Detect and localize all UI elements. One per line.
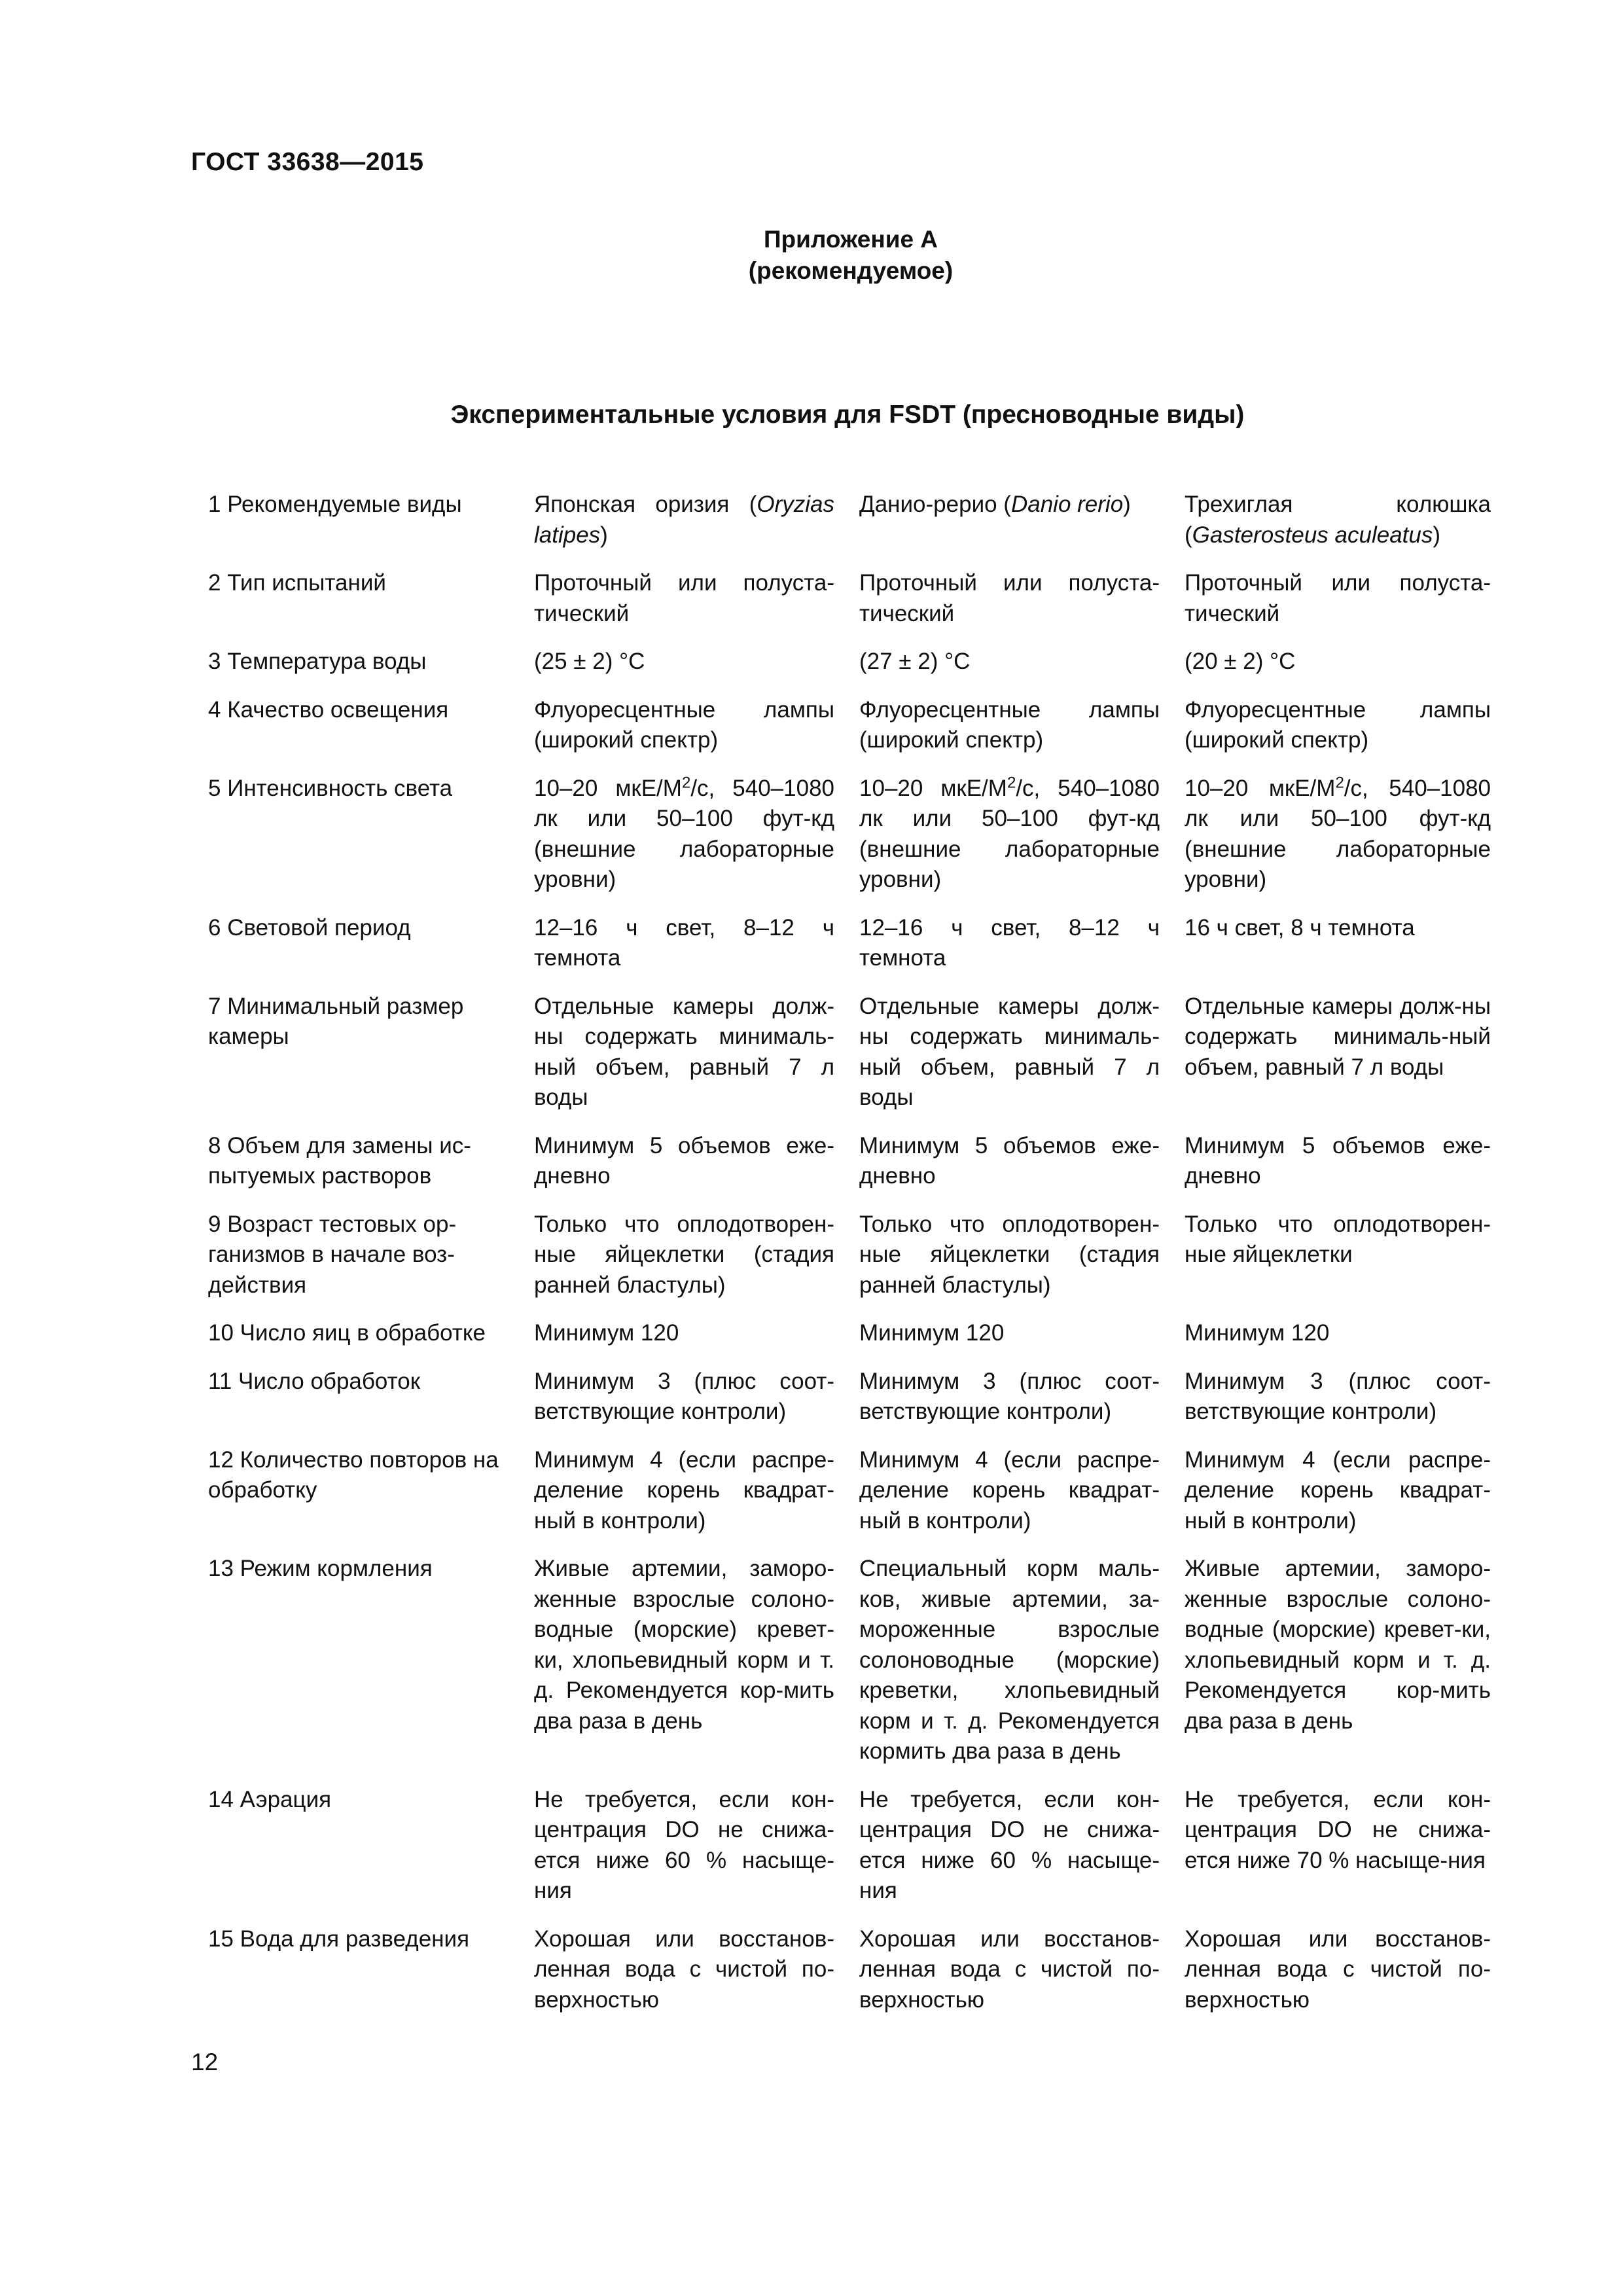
value-cell: Живые артемии, заморо-женные взрослые солоно-водные (морские) кревет-ки, хлопьевидный корм и т. д. Рекомендуется кор-мить два раза в день <box>534 1556 834 1734</box>
value-cell: Проточный или полуста-тический <box>534 570 834 626</box>
value-cell: Минимум 4 (если распре-деление корень квадрат-ный в контроли) <box>534 1446 834 1534</box>
table-row <box>208 774 1491 913</box>
value-cell: Минимум 5 объемов еже-дневно <box>1185 1132 1491 1189</box>
value-cell: Флуоресцентные лампы (широкий спектр) <box>1185 696 1491 753</box>
table-row <box>208 490 1491 568</box>
value-cell: Японская оризия (Oryzias latipes) <box>534 492 834 548</box>
value-cell: Не требуется, если кон-центрация DO не снижа-ется ниже 60 % насыще-ния <box>534 1786 834 1903</box>
param-cell: 6 Световой период <box>208 914 411 941</box>
table-row <box>208 1210 1491 1319</box>
table-row <box>208 695 1491 774</box>
table-row <box>208 568 1491 647</box>
param-cell: 2 Тип испытаний <box>208 570 386 596</box>
value-cell: Проточный или полуста-тический <box>1185 570 1491 626</box>
value-cell: Хорошая или восстанов-ленная вода с чистой по-верхностью <box>534 1926 834 2013</box>
param-label: 1 Рекомендуемые виды <box>208 492 462 517</box>
value-cell: Только что оплодотворен-ные яйцеклетки (стадия ранней бластулы) <box>859 1211 1160 1298</box>
table-row <box>208 1924 1491 2034</box>
value-cell: 12–16 ч свет, 8–12 ч темнота <box>534 914 834 971</box>
param-cell: 15 Вода для разведения <box>208 1926 470 1952</box>
page-number: 12 <box>191 2049 219 2075</box>
value-cell: (27 ± 2) °C <box>859 649 971 674</box>
table-row <box>208 1445 1491 1554</box>
value-cell: Живые артемии, заморо-женные взрослые солоно-водные (морские) кревет-ки, хлопьевидный корм и т. д. Рекомендуется кор-мить два раза в день <box>1185 1556 1491 1734</box>
value-cell: Минимум 3 (плюс соот-ветствующие контроли) <box>1185 1368 1491 1424</box>
value-cell: Хорошая или восстанов-ленная вода с чистой по-верхностью <box>1185 1926 1491 2013</box>
table-row <box>208 1131 1491 1210</box>
param-cell: 5 Интенсивность света <box>208 775 453 801</box>
value-cell: Не требуется, если кон-центрация DO не снижа-ется ниже 60 % насыще-ния <box>859 1786 1160 1903</box>
value-cell: Не требуется, если кон-центрация DO не снижа-ется ниже 70 % насыще-ния <box>1185 1786 1491 1873</box>
value-cell: 12–16 ч свет, 8–12 ч темнота <box>859 914 1160 971</box>
value-cell: 10–20 мкЕ/$М^2/с$, 540–1080 лк или 50–100 фут-кд (внешние лабораторные уровни) <box>859 773 1160 892</box>
value-cell: Флуоресцентные лампы (широкий спектр) <box>859 696 1160 753</box>
value-cell: Минимум 120 <box>859 1320 1005 1346</box>
param-cell: 8 Объем для замены ис-пытуемых растворов <box>208 1132 471 1189</box>
value-cell: (20 ± 2) °C <box>1185 649 1296 674</box>
param-cell: 14 Аэрация <box>208 1786 332 1812</box>
value-cell: Минимум 4 (если распре-деление корень квадрат-ный в контроли) <box>859 1446 1160 1534</box>
param-cell: 7 Минимальный размер камеры <box>208 993 464 1049</box>
value-cell: Только что оплодотворен-ные яйцеклетки <box>1185 1211 1491 1267</box>
value-cell: 10–20 мкЕ/$М^2/с$, 540–1080 лк или 50–100 фут-кд (внешние лабораторные уровни) <box>534 773 834 892</box>
table-row <box>208 913 1491 992</box>
table-row <box>208 1785 1491 1924</box>
param-cell: 13 Режим кормления <box>208 1556 433 1581</box>
value-cell: Минимум 120 <box>1185 1320 1330 1346</box>
value-cell: Минимум 5 объемов еже-дневно <box>859 1132 1160 1189</box>
value-cell: Трехиглая колюшка (Gasterosteus aculeatus) <box>1185 492 1491 548</box>
annex-status: (рекомендуемое) <box>748 257 954 284</box>
value-cell: Минимум 5 объемов еже-дневно <box>534 1132 834 1189</box>
table-title: Экспериментальные условия для FSDT (пресноводные виды) <box>450 401 1245 429</box>
annex-title: Приложение А <box>763 226 938 253</box>
value-cell: Минимум 3 (плюс соот-ветствующие контроли) <box>534 1368 834 1424</box>
value-cell: Хорошая или восстанов-ленная вода с чистой по-верхностью <box>859 1926 1160 2013</box>
value-cell: 10–20 мкЕ/$М^2/с$, 540–1080 лк или 50–100 фут-кд (внешние лабораторные уровни) <box>1185 773 1491 892</box>
table-row <box>208 1367 1491 1445</box>
table-row <box>208 647 1491 695</box>
param-cell: 4 Качество освещения <box>208 696 449 723</box>
param-cell: 9 Возраст тестовых ор-ганизмов в начале воз-действия <box>208 1211 457 1298</box>
value-cell: Отдельные камеры долж-ны содержать минималь-ный объем, равный 7 л воды <box>1185 993 1491 1080</box>
table-row <box>208 992 1491 1131</box>
value-cell: Флуоресцентные лампы (широкий спектр) <box>534 696 834 753</box>
value-cell: 16 ч свет, 8 ч темнота <box>1185 914 1415 941</box>
table-row <box>208 1554 1491 1785</box>
param-cell: 10 Число яиц в обработке <box>208 1320 486 1346</box>
value-cell: Только что оплодотворен-ные яйцеклетки (стадия ранней бластулы) <box>534 1211 834 1298</box>
conditions-table <box>208 490 1491 2033</box>
value-cell: Данио-рерио (Danio rerio) <box>859 492 1131 517</box>
value-cell: Отдельные камеры долж-ны содержать минималь-ный объем, равный 7 л воды <box>859 993 1160 1110</box>
value-cell: Минимум 120 <box>534 1320 679 1346</box>
value-cell: Минимум 3 (плюс соот-ветствующие контроли) <box>859 1368 1160 1424</box>
value-cell: Минимум 4 (если распре-деление корень квадрат-ный в контроли) <box>1185 1446 1491 1534</box>
param-cell: 11 Число обработок <box>208 1368 421 1394</box>
param-cell: 3 Температура воды <box>208 649 427 674</box>
document-code: ГОСТ 33638—2015 <box>191 148 424 176</box>
param-cell <box>208 490 534 568</box>
value-cell: Отдельные камеры долж-ны содержать минималь-ный объем, равный 7 л воды <box>534 993 834 1110</box>
table-row <box>208 1318 1491 1367</box>
value-cell: (25 ± 2) °C <box>534 649 645 674</box>
param-cell: 12 Количество повторов на обработку <box>208 1446 499 1503</box>
value-cell: Проточный или полуста-тический <box>859 570 1160 626</box>
value-cell: Специальный корм маль-ков, живые артемии, за-мороженные взрослые солоноводные (морские) креветки, хлопьевидный корм и т. д. Рекомендуется кормить два раза в день <box>859 1556 1160 1764</box>
